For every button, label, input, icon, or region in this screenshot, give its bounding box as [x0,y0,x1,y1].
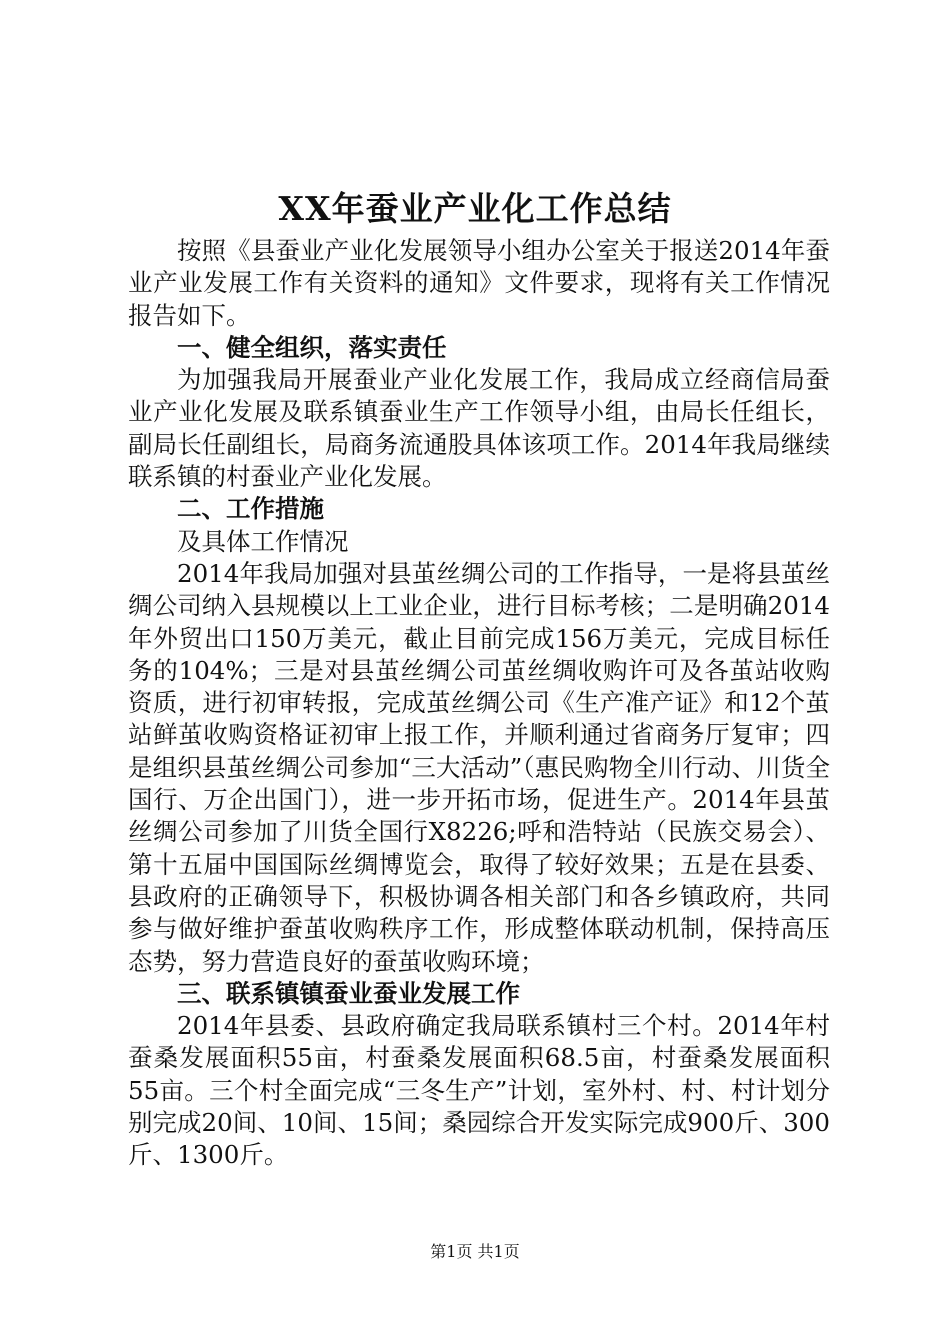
document-body [128,235,830,1172]
section-2-heading: 二、工作措施 [177,494,324,524]
section-2-subheading: 及具体工作情况 [177,526,349,556]
section-3-heading: 三、联系镇镇蚕业蚕业发展工作 [177,978,520,1008]
intro-paragraph: 按照《县蚕业产业化发展领导小组办公室关于报送2014年蚕业产业发展工作有关资料的通知》文件要求，现将有关工作情况报告如下。 [128,236,830,330]
document-title: XX年蚕业产业化工作总结 [278,189,672,228]
section-1-paragraph: 为加强我局开展蚕业产业化发展工作，我局成立经商信局蚕业产业化发展及联系镇蚕业生产工作领导小组，由局长任组长，副局长任副组长，局商务流通股具体该项工作。2014年我局继续联系镇的村蚕业产业化发展。 [128,365,830,492]
section-2-paragraph: 2014年我局加强对县茧丝绸公司的工作指导，一是将县茧丝绸公司纳入县规模以上工业企业，进行目标考核；二是明确2014年外贸出口150万美元，截止目前完成156万美元，完成目标任务的104%；三是对县茧丝绸公司茧丝绸收购许可及各茧站收购资质，进行初审转报，完成茧丝绸公司《生产准产证》和12个茧站鲜茧收购资格证初审上报工作，并顺利通过省商务厅复审；四是组织县茧丝绸公司参加“三大活动”（惠民购物全川行动、川货全国行、万企出国门），进一步开拓市场，促进生产。2014年县茧丝绸公司参加了川货全国行X8226;呼和浩特站（民族交易会）、第十五届中国国际丝绸博览会，取得了较好效果；五是在县委、县政府的正确领导下，积极协调各相关部门和各乡镇政府，共同参与做好维护蚕茧收购秩序工作，形成整体联动机制，保持高压态势，努力营造良好的蚕茧收购环境； [128,558,830,976]
page-footer: 第1页 共1页 [430,1242,520,1261]
section-1-heading: 一、健全组织，落实责任 [177,332,447,362]
section-3-paragraph: 2014年县委、县政府确定我局联系镇村三个村。2014年村蚕桑发展面积55亩，村蚕桑发展面积68.5亩，村蚕桑发展面积55亩。三个村全面完成“三冬生产”计划，室外村、村、村计划分别完成20间、10间、15间；桑园综合开发实际完成900斤、300斤、1300斤。 [128,1011,830,1170]
